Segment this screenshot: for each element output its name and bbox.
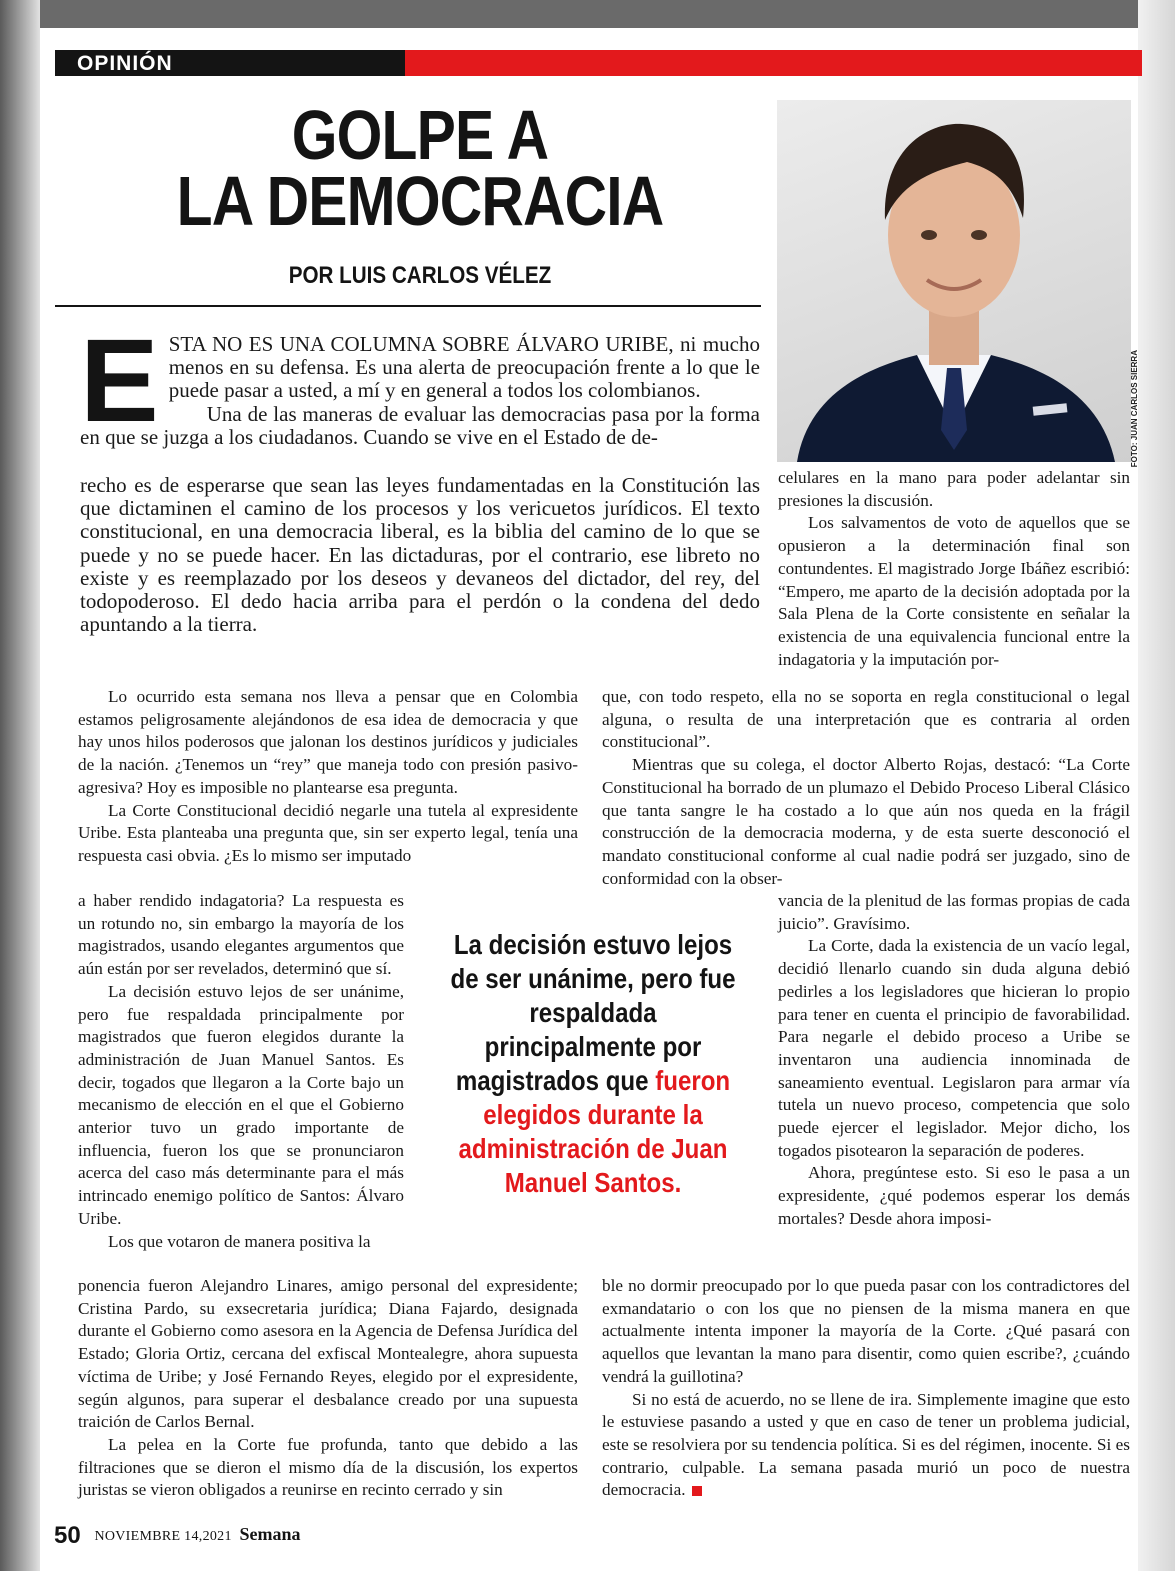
section-label: OPINIÓN	[77, 52, 173, 75]
column-right-mid	[602, 686, 1130, 890]
pull-quote	[447, 928, 739, 1200]
magazine-page	[40, 28, 1138, 1571]
column-right-top	[778, 467, 1130, 671]
pull-quote-black: La decisión estuvo lejos de ser unánime, pero fue respaldada principalmente por magistrados que	[450, 929, 736, 1096]
paragraph: Mientras que su colega, el doctor Alberto Rojas, destacó: “La Corte Constitucional ha borrado de un plumazo el Debido Proceso Liberal Clásico que tanta sangre le ha costado a lo que aún nos queda en la frágil construcción de la democracia moderna, y de esta suerte desconoció el mandato constitucional conforme al cual nadie podrá ser juzgado, sino de conformidad con la obser-	[602, 755, 1130, 888]
title-line-2: LA DEMOCRACIA	[176, 162, 664, 240]
photo-credit: FOTO: JUAN CARLOS SIERRA	[1130, 350, 1139, 468]
lead-paragraph-2a: Una de las maneras de evaluar las democracias pasa por la forma en que se juzga a los ciudadanos. Cuando se vive en el Estado de de-	[80, 401, 760, 449]
paragraph: La Corte, dada la existencia de un vacío legal, decidió llenarlo cuando sin duda alguna debió pedirles a los legisladores que hicieran lo propio para tener en cuenta el principio de favorabilidad. Para negarle el debido proceso a Uribe se inventaron una audiencia innominada de saneamiento eventual. Legislaron para armar vía tutela un nuevo proceso, competencia que solo puede ejercer el legislador. Mejor dicho, los togados pisotearon la separación de poderes.	[778, 936, 1130, 1160]
end-mark-icon	[692, 1486, 702, 1496]
lead-paragraph-2b: recho es de esperarse que sean las leyes fundamentadas en la Constitución las que dictaminen el camino de los procesos y los vericuetos jurídicos. El texto constitucional, en una democracia liberal, es la biblia del camino de lo que se puede y no se puede hacer. En las dictaduras, por el contrario, ese libreto no existe y es reemplazado por los deseos y devaneos del dictador, del rey, del todopoderoso. El dedo hacia arriba para el perdón o la condena del dedo apuntando a la tierra.	[80, 473, 760, 637]
page-binding-shadow	[0, 0, 40, 1571]
paragraph: ble no dormir preocupado por lo que pueda pasar con los contradictores del exmandatario o con los que no piensen de la misma manera en que actualmente intenta imponer la mayoría de la Corte. ¿Qué pasará con aquellos que levantan la mano para disentir, como quien escribe?, ¿cuándo vendrá la guillotina?	[602, 1276, 1130, 1386]
paragraph: Lo ocurrido esta semana nos lleva a pensar que en Colombia estamos peligrosamente alejándonos de esa idea de democracia y que hay unos hilos poderosos que jalonan los destinos jurídicos y judiciales de la nación. ¿Tenemos un “rey” que maneja todo con presión pasivo-agresiva? Hoy es imposible no plantearse esa pregunta.	[78, 687, 578, 797]
paragraph: La pelea en la Corte fue profunda, tanto que debido a las filtraciones que se dieron el mismo día de la discusión, los expertos juristas se vieron obligados a reunirse en recinto cerrado y sin	[78, 1434, 578, 1500]
pull-quote-red: fueron elegidos durante la administración de Juan Manuel Santos.	[458, 1065, 731, 1198]
author-portrait-illustration	[777, 100, 1131, 462]
paragraph: que, con todo respeto, ella no se soporta en regla constitucional o legal alguna, o resulta de una interpretación que es contraria al orden constitucional”.	[602, 687, 1130, 752]
paragraph: La Corte Constitucional decidió negarle una tutela al expresidente Uribe. Esta planteaba una pregunta que, sin ser experto legal, tenía una respuesta casi obvia. ¿Es lo mismo ser imputado	[78, 800, 578, 865]
paragraph: La decisión estuvo lejos de ser unánime, pero fue respaldada principalmente por magistrados que fueron elegidos durante la administración de Juan Manuel Santos. Es decir, togados que llegaron a la Corte bajo un mecanismo de elección en el que el Gobierno anterior tuvo un grado importante de influencia, fueron los que se pronunciaron acerca del caso más determinante para el más intrincado enemigo político de Santos: Álvaro Uribe.	[78, 981, 404, 1228]
paragraph: a haber rendido indagatoria? La respuesta es un rotundo no, sin embargo la mayoría de los magistrados, usando elegantes argumentos que aún están por ser revelados, determinó que sí.	[78, 891, 404, 979]
lead-paragraph-1: STA NO ES UNA COLUMNA SOBRE ÁLVARO URIBE, ni mucho menos en su defensa. Es una alerta de preocupación frente a lo que le puede pasar a usted, a mí y en general a todos los colombianos.	[168, 332, 760, 403]
page-number: 50	[54, 1522, 81, 1549]
title-rule	[55, 305, 761, 307]
magazine-name: Semana	[239, 1524, 301, 1544]
column-left-narrow	[78, 890, 404, 1253]
column-left-bottom	[78, 1275, 578, 1502]
column-left-top	[78, 686, 578, 868]
issue-date: NOVIEMBRE 14,2021	[94, 1529, 232, 1544]
paragraph: celulares en la mano para poder adelantar sin presiones la discusión.	[778, 468, 1130, 510]
lead-paragraphs	[80, 315, 760, 449]
final-paragraph: Si no está de acuerdo, no se llene de ira. Simplemente imagine que esto le estuviese pasando a usted y que en caso de tener un problema judicial, este se resolviera por su tendencia política. Si es del régimen, inocente. Si es contrario, culpable. La semana pasada murió un poco de nuestra democracia.	[602, 1389, 1130, 1500]
page-right-margin	[1138, 0, 1175, 1571]
page-footer	[54, 1522, 301, 1550]
paragraph: vancia de la plenitud de las formas propias de cada juicio”. Gravísimo.	[778, 891, 1130, 933]
paragraph: Los que votaron de manera positiva la	[108, 1231, 371, 1251]
column-right-bottom	[602, 1275, 1130, 1502]
title-line-1: GOLPE A	[291, 96, 549, 174]
author-photo	[777, 100, 1139, 468]
section-header-bar	[55, 50, 1142, 76]
byline: POR LUIS CARLOS VÉLEZ	[288, 262, 552, 289]
drop-cap: E	[80, 315, 159, 447]
paragraph: ponencia fueron Alejandro Linares, amigo personal del expresidente; Cristina Pardo, su exsecretaria jurídica; Diana Fajardo, designada durante el Gobierno como asesora en la Agencia de Defensa Jurídica del Estado; Gloria Ortiz, cercana del exfiscal Montealegre, ahora supuesta víctima de Uribe; y José Fernando Reyes, elegido por el expresidente, según algunos, para superar el desbalance creado por una supuesta traición de Carlos Bernal.	[78, 1276, 578, 1432]
paragraph: Los salvamentos de voto de aquellos que se opusieron a la determinación final son contundentes. El magistrado Jorge Ibáñez escribió: “Empero, me aparto de la decisión adoptada por la Sala Plena de la Corte consistente en señalar la existencia de una equivalencia funcional entre la indagatoria y la imputación por-	[778, 513, 1130, 669]
column-right-narrow	[778, 890, 1130, 1231]
article-title	[134, 96, 705, 240]
paragraph: Ahora, pregúntese esto. Si eso le pasa a un expresidente, ¿qué podemos esperar los demás mortales? Desde ahora imposi-	[778, 1163, 1130, 1228]
